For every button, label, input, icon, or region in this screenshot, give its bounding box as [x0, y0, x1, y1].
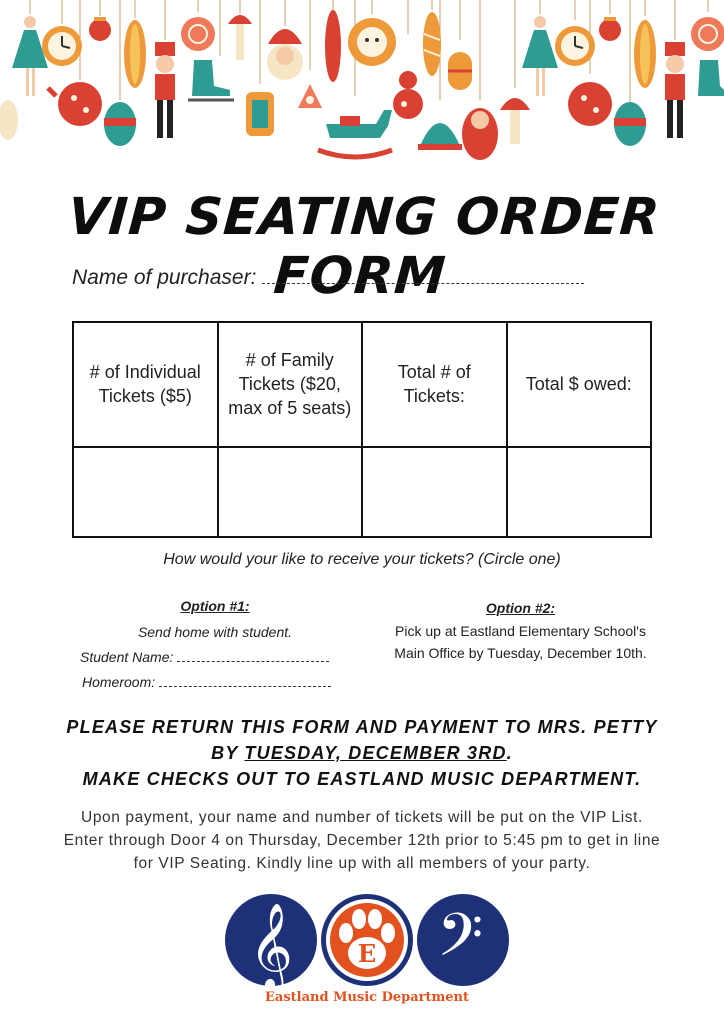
option-1-text: Send home with student.: [137, 624, 293, 640]
header-family-tickets: # of Family Tickets ($20, max of 5 seats): [218, 322, 363, 447]
christmas-ornaments-banner: [0, 0, 724, 170]
option-1-block[interactable]: [80, 598, 350, 695]
matryoshka-ornament: [462, 108, 498, 160]
option-2-line-1: Pick up at Eastland Elementary School's: [395, 623, 646, 639]
long-ornament: [634, 20, 656, 88]
option-2-line-2: Main Office by Tuesday, December 10th.: [394, 645, 647, 661]
family-tickets-cell[interactable]: [218, 447, 363, 537]
svg-text:𝄞: 𝄞: [249, 903, 293, 988]
option-2-title: Option #2:: [485, 600, 556, 616]
option-1-title: Option #1:: [180, 598, 250, 614]
return-due-date: TUESDAY, DECEMBER 3RD: [244, 743, 507, 763]
student-name-field[interactable]: [80, 645, 350, 670]
homeroom-label: Homeroom:: [82, 674, 156, 690]
student-name-line[interactable]: [177, 649, 329, 662]
student-name-label: Student Name:: [80, 649, 174, 665]
individual-tickets-cell[interactable]: [73, 447, 218, 537]
page-title: VIP SEATING ORDER FORM: [66, 188, 663, 306]
long-ornament: [124, 20, 146, 88]
svg-text:𝄢: 𝄢: [436, 900, 484, 984]
bauble-ornament: [104, 102, 136, 146]
homeroom-line[interactable]: [159, 674, 331, 687]
ice-skate-ornament: [698, 60, 724, 96]
ice-skate-ornament: [188, 60, 234, 100]
return-notice: [0, 714, 724, 792]
svg-text:E: E: [357, 939, 377, 968]
lantern-ornament: [448, 52, 472, 90]
table-row: [73, 447, 651, 537]
bauble-ornament: [691, 17, 724, 51]
total-tickets-cell[interactable]: [362, 447, 507, 537]
snowman-ornament: [393, 71, 423, 119]
header-total-tickets: Total # of Tickets:: [362, 322, 507, 447]
department-name: Eastland Music Department: [264, 990, 470, 1005]
info-line-1: Upon payment, your name and number of tickets will be put on the VIP List.: [81, 809, 643, 826]
ballerina-ornament: [12, 16, 48, 96]
bauble-ornament: [599, 17, 621, 41]
ballerina-ornament: [522, 16, 558, 96]
bell-ornament: [418, 123, 462, 150]
teapot-ornament: [568, 82, 612, 126]
paw-print-icon: [321, 894, 413, 986]
vip-info-text: [0, 806, 724, 875]
lantern-ornament: [246, 92, 274, 136]
bauble-ornament: [614, 102, 646, 146]
clock-ornament: [555, 26, 595, 66]
header-individual-tickets: # of Individual Tickets ($5): [73, 322, 218, 447]
return-notice-line-2: [0, 740, 724, 766]
return-by-suffix: .: [506, 743, 513, 763]
ticket-order-table: [72, 321, 652, 538]
star-ornament: [298, 84, 322, 108]
header-total-owed: Total $ owed:: [507, 322, 652, 447]
mushroom-ornament: [500, 98, 530, 144]
purchaser-name-field[interactable]: [72, 266, 584, 290]
bauble-ornament: [181, 17, 215, 51]
music-department-logo: [224, 893, 510, 988]
purchaser-name-line[interactable]: [262, 267, 584, 284]
bauble-ornament: [0, 100, 18, 140]
option-2-block[interactable]: [368, 598, 673, 664]
purchaser-label: Name of purchaser:: [72, 266, 257, 289]
return-by-prefix: BY: [211, 743, 239, 763]
face-ornament: [348, 18, 396, 66]
table-header-row: [73, 322, 651, 447]
info-line-2: Enter through Door 4 on Thursday, December 12th prior to 5:45 pm to get in line: [63, 832, 661, 849]
info-line-3: for VIP Seating. Kindly line up with all members of your party.: [133, 855, 591, 872]
santa-ornament: [267, 29, 303, 80]
long-ornament: [423, 12, 441, 76]
rocking-horse-ornament: [318, 110, 392, 157]
nutcracker-ornament: [665, 42, 685, 138]
teapot-ornament: [48, 82, 102, 126]
bauble-ornament: [89, 17, 111, 41]
mushroom-ornament: [228, 15, 252, 60]
nutcracker-ornament: [155, 42, 175, 138]
clock-ornament: [42, 26, 82, 66]
homeroom-field[interactable]: [80, 670, 350, 695]
receive-question: How would your like to receive your tickets? (Circle one): [163, 551, 561, 568]
total-owed-cell[interactable]: [507, 447, 652, 537]
treble-clef-icon: [225, 894, 317, 988]
return-notice-line-1: PLEASE RETURN THIS FORM AND PAYMENT TO MRS. PETTY: [66, 717, 658, 737]
bass-clef-icon: [417, 894, 509, 986]
return-notice-line-3: MAKE CHECKS OUT TO EASTLAND MUSIC DEPARTMENT.: [82, 769, 642, 789]
long-ornament: [325, 10, 341, 82]
